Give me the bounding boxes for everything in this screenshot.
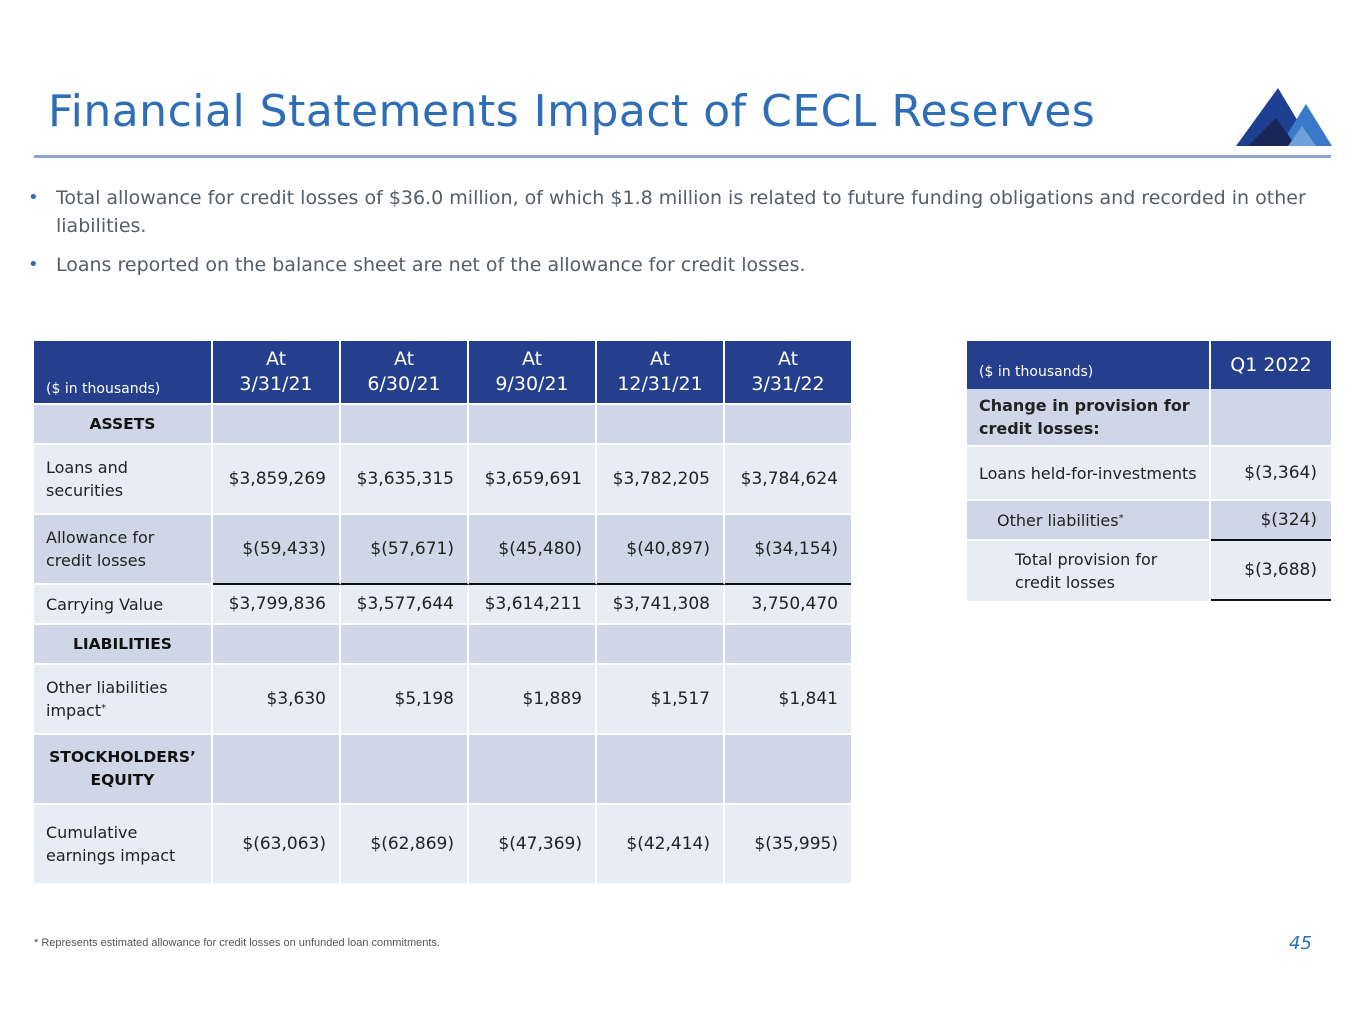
- table-cell: $5,198: [341, 665, 469, 735]
- column-header: At 6/30/21: [341, 341, 469, 405]
- row-label: Cumulative earnings impact: [34, 805, 213, 885]
- table-cell: $3,784,624: [725, 445, 851, 515]
- table-cell: $(324): [1211, 501, 1331, 541]
- table-header-row: [967, 341, 1331, 389]
- footnote-marker: *: [1118, 512, 1124, 524]
- row-label: Other liabilities*: [967, 501, 1211, 541]
- table-cell: $(35,995): [725, 805, 851, 885]
- column-header: At 12/31/21: [597, 341, 725, 405]
- page-title: Financial Statements Impact of CECL Reserves: [48, 86, 1096, 137]
- table-cell: $3,635,315: [341, 445, 469, 515]
- table-cell: $(42,414): [597, 805, 725, 885]
- table-row: [34, 665, 851, 735]
- bullet-list: [28, 184, 1328, 290]
- bullet-dot-icon: •: [28, 254, 39, 275]
- table-cell: $(62,869): [341, 805, 469, 885]
- bullet-item: • Loans reported on the balance sheet are net of the allowance for credit losses.: [28, 251, 1328, 279]
- table-row: [34, 445, 851, 515]
- table-row: [967, 389, 1331, 447]
- table-cell: $1,889: [469, 665, 597, 735]
- unit-label: ($ in thousands): [967, 341, 1211, 389]
- table-header-row: [34, 341, 851, 405]
- table-cell: $(59,433): [213, 515, 341, 585]
- row-label: Allowance for credit losses: [34, 515, 213, 585]
- section-row-equity: [34, 735, 851, 805]
- section-heading: Change in provision for credit losses:: [967, 389, 1211, 447]
- company-logo: [1236, 88, 1332, 148]
- table-cell: 3,750,470: [725, 585, 851, 625]
- balance-sheet-impact-table: [34, 341, 851, 885]
- table-cell: $3,577,644: [341, 585, 469, 625]
- table-cell: $3,659,691: [469, 445, 597, 515]
- table-row: [34, 805, 851, 885]
- unit-label: ($ in thousands): [34, 341, 213, 405]
- section-row-liabilities: [34, 625, 851, 665]
- table-cell: $(63,063): [213, 805, 341, 885]
- table-cell: $(34,154): [725, 515, 851, 585]
- table-cell: $3,799,836: [213, 585, 341, 625]
- column-header: At 3/31/21: [213, 341, 341, 405]
- table-cell: $3,859,269: [213, 445, 341, 515]
- footnote-marker: *: [101, 703, 107, 714]
- page-number: 45: [1289, 933, 1312, 954]
- section-heading: STOCKHOLDERS’ EQUITY: [34, 735, 213, 805]
- table-row: [34, 585, 851, 625]
- section-row-assets: [34, 405, 851, 445]
- title-divider: [34, 155, 1331, 158]
- table-cell: $3,614,211: [469, 585, 597, 625]
- section-heading: LIABILITIES: [34, 625, 213, 665]
- table-cell: $3,782,205: [597, 445, 725, 515]
- bullet-item: • Total allowance for credit losses of $36.0 million, of which $1.8 million is related to future funding obligations and recorded in other liabilities.: [28, 184, 1328, 240]
- table-cell: $(47,369): [469, 805, 597, 885]
- row-label: Total provision for credit losses: [967, 541, 1211, 601]
- table-cell: $3,741,308: [597, 585, 725, 625]
- row-label: Loans held-for-investments: [967, 447, 1211, 501]
- row-label: Carrying Value: [34, 585, 213, 625]
- table-cell: $(57,671): [341, 515, 469, 585]
- column-header: At 3/31/22: [725, 341, 851, 405]
- table-cell: $(3,688): [1211, 541, 1331, 601]
- column-header: At 9/30/21: [469, 341, 597, 405]
- table-row: [34, 515, 851, 585]
- table-cell: $(3,364): [1211, 447, 1331, 501]
- provision-table: [967, 341, 1331, 601]
- table-cell: $(40,897): [597, 515, 725, 585]
- footnote: * Represents estimated allowance for credit losses on unfunded loan commitments.: [34, 937, 440, 949]
- section-heading: ASSETS: [34, 405, 213, 445]
- column-header: Q1 2022: [1211, 341, 1331, 389]
- bullet-dot-icon: •: [28, 187, 39, 208]
- table-row: [967, 447, 1331, 501]
- table-row: [967, 501, 1331, 541]
- table-row: [967, 541, 1331, 601]
- table-cell: $1,517: [597, 665, 725, 735]
- table-cell: $(45,480): [469, 515, 597, 585]
- table-cell: $3,630: [213, 665, 341, 735]
- table-cell: $1,841: [725, 665, 851, 735]
- row-label: Loans and securities: [34, 445, 213, 515]
- row-label: Other liabilities impact*: [34, 665, 213, 735]
